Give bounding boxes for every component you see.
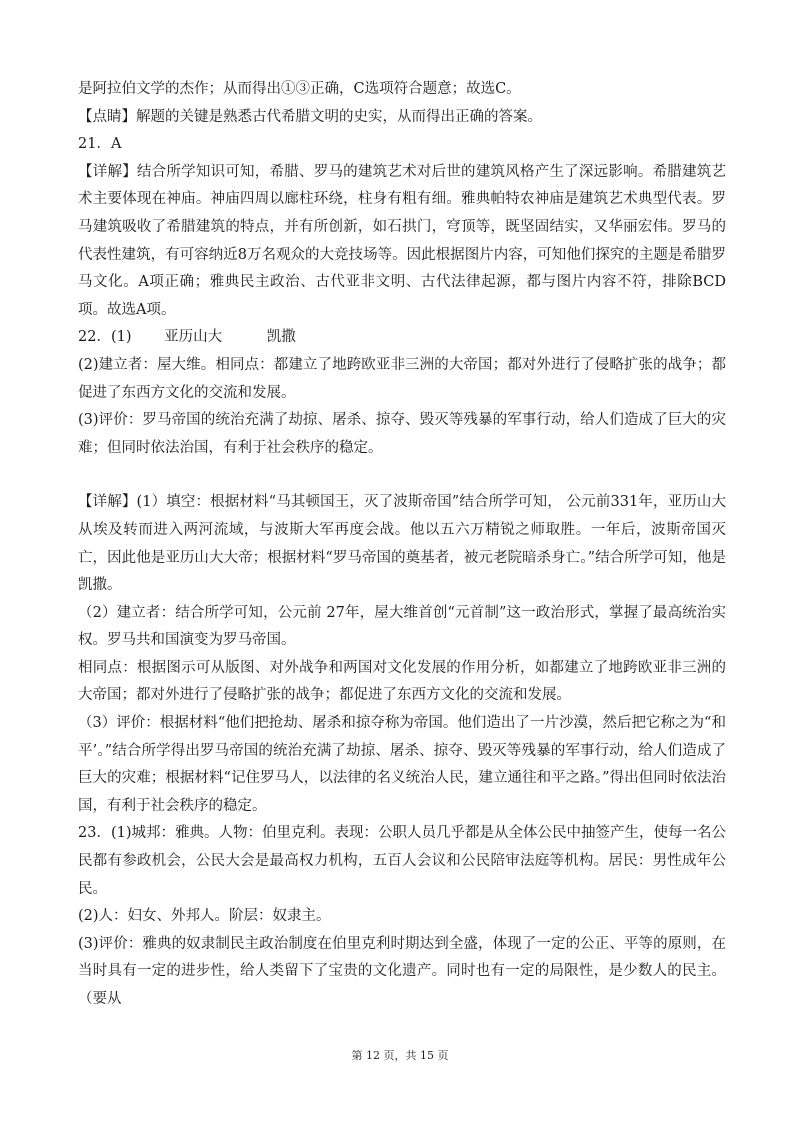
paragraph: (2)建立者：屋大维。相同点：都建立了地跨欧亚非三洲的大帝国；都对外进行了侵略扩张的战争；都促进了东西方文化的交流和发展。 [78,356,726,401]
paragraph: 是阿拉伯文学的杰作；从而得出①③正确，C选项符合题意；故选C。 [78,81,521,97]
paragraph: 相同点：根据图示可从版图、对外战争和两国对文化发展的作用分析，如都建立了地跨欧亚非三洲的大帝国；都对外进行了侵略扩张的战争；都促进了东西方文化的交流和发展。 [78,659,726,704]
paragraph-explanation: 【详解】结合所学知识可知，希腊、罗马的建筑艺术对后世的建筑风格产生了深远影响。希腊建筑艺术主要体现在神庙。神庙四周以廊柱环绕，柱身有粗有细。雅典帕特农神庙是建筑艺术典型代表。罗马建筑吸收了希腊建筑的特点，并有所创新，如石拱门，穹顶等，既坚固结实，又华丽宏伟。罗马的代表性建筑，有可容纳近8万名观众的大竞技场等。因此根据图片内容，可知他们探究的主题是希腊罗马文化。A项正确；雅典民主政治、古代亚非文明、古代法律起源，都与图片内容不符，排除BCD项。故选A项。 [78,163,726,318]
paragraph: （3）评价：根据材料“他们把抢劫、屠杀和掠夺称为帝国。他们造出了一片沙漠，然后把它称之为“和平’。”结合所学得出罗马帝国的统治充满了劫掠、屠杀、掠夺、毁灭等残暴的军事行动，给人们造成了巨大的灾难；根据材料“记住罗马人，以法律的名义统治人民，建立通往和平之路。”得出但同时依法治国，有利于社会秩序的稳定。 [78,715,726,814]
paragraph: (3)评价：雅典的奴隶制民主政治制度在伯里克利时期达到全盛，体现了一定的公正、平等的原则，在当时具有一定的进步性，给人类留下了宝贵的文化遗产。同时也有一定的局限性，是少数人的民主。（要从 [78,935,726,1007]
page-footer: 第 12 页，共 15 页 [351,1049,449,1062]
paragraph: (3)评价：罗马帝国的统治充满了劫掠、屠杀、掠夺、毁灭等残暴的军事行动，给人们造成了巨大的灾难；但同时依法治国，有利于社会秩序的稳定。 [78,412,726,456]
paragraph-comment: 【点睛】解题的关键是熟悉古代希腊文明的史实，从而得出正确的答案。 [78,108,542,125]
paragraph-explanation: 【详解】(1）填空：根据材料“马其顿国王，灭了波斯帝国”结合所学可知， 公元前331年，亚历山大从埃及转而进入两河流域，与波斯大军再度会战。他以五六万精锐之师取胜。一年后，波斯帝国灭亡，因此他是亚历山大大帝；根据材料“罗马帝国的奠基者，被元老院暗杀身亡。”结合所学可知，他是凯撒。 [78,494,726,594]
paragraph: (2)人：妇女、外邦人。阶层：奴隶主。 [78,908,331,925]
answer-alexander: 亚历山大 [164,329,223,346]
question-22-answer-line [78,324,726,352]
answer-caesar: 凯撒 [266,329,296,346]
question-21-answer: 21．A [78,136,122,153]
answer-text-body [78,76,726,1014]
question-23-answer: 23．(1)城邦：雅典。人物：伯里克利。表现：公职人员几乎都是从全体公民中抽签产生，使每一名公民都有参政机会，公民大会是最高权力机构，五百人会议和公民陪审法庭等机构。居民：男性成年公民。 [78,825,726,897]
question-22-number: 22．(1) [78,329,132,346]
paragraph: （2）建立者：结合所学可知，公元前 27年，屋大维首创“元首制”这一政治形式，掌握了最高统治实权。罗马共和国演变为罗马帝国。 [78,604,726,649]
paragraph-spacer [78,462,726,489]
